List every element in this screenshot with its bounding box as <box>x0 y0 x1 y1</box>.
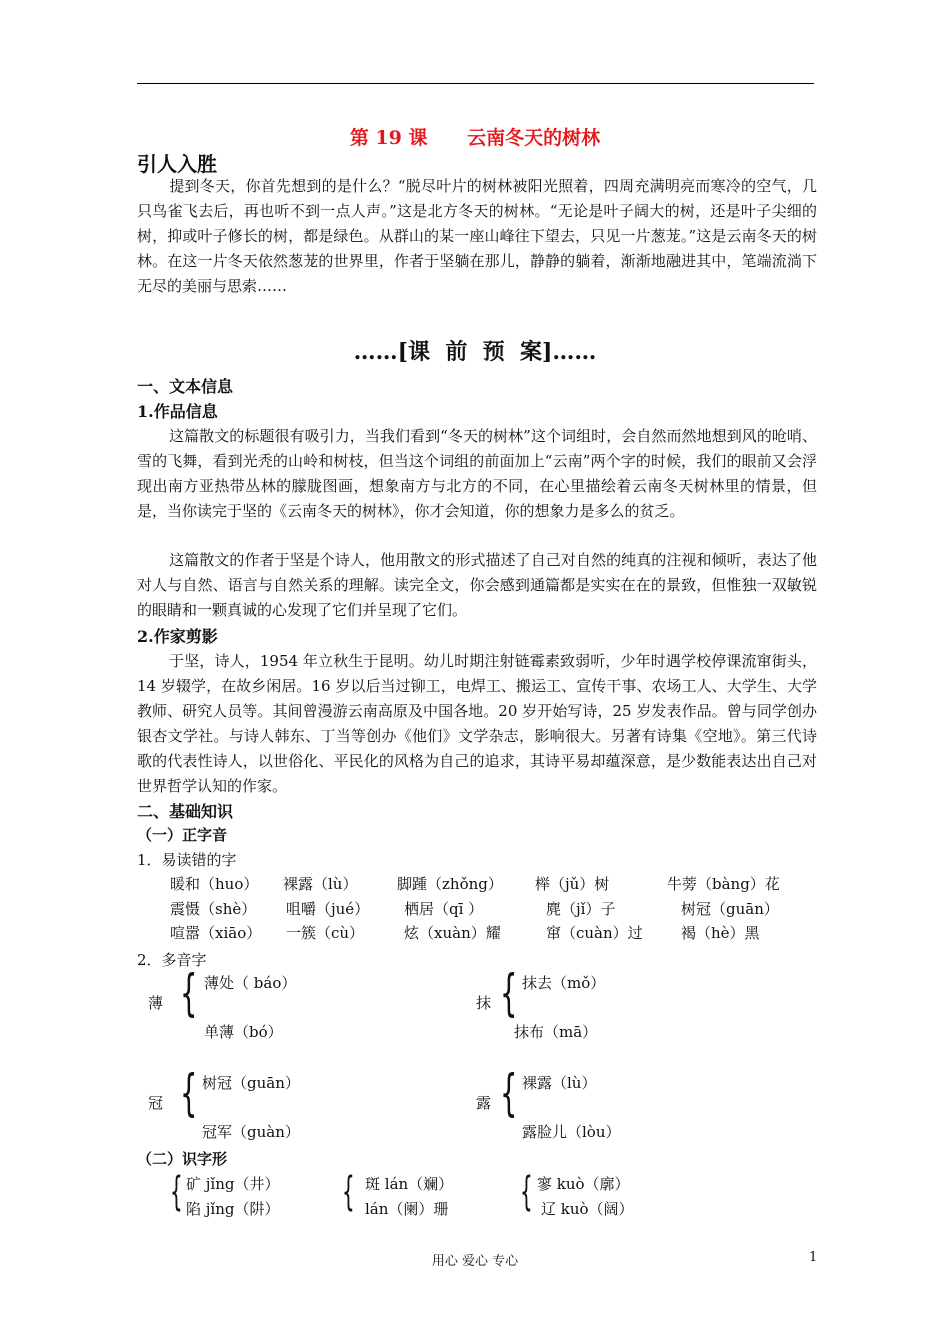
brace-icon: { <box>170 1169 183 1215</box>
polyphone-reading: 冠军（guàn） <box>202 1123 300 1141</box>
polyphone-char: 薄 <box>148 994 164 1012</box>
list-item: 炫（xuàn）耀 <box>404 924 501 942</box>
pronunciation-heading: （一）正字音 <box>137 826 228 844</box>
author-profile-heading: 2.作家剪影 <box>137 627 218 646</box>
intro-heading: 引人入胜 <box>137 152 217 176</box>
polyphone-reading: 裸露（lù） <box>522 1074 597 1092</box>
easy-misread-label: 1．易读错的字 <box>137 851 237 869</box>
list-item: 咀嚼（jué） <box>286 900 370 918</box>
brace-icon: { <box>180 964 198 1022</box>
polyphone-char: 冠 <box>148 1094 164 1112</box>
list-item: 暖和（huo） <box>170 875 259 893</box>
list-item: 牛蒡（bàng）花 <box>667 875 780 893</box>
work-info-heading: 1.作品信息 <box>137 402 218 421</box>
list-item: 裸露（lù） <box>283 875 358 893</box>
polyphone-label: 2．多音字 <box>137 951 207 969</box>
brace-icon: { <box>180 1064 198 1122</box>
polyphone-reading: 树冠（guān） <box>202 1074 300 1092</box>
polyphone-char: 露 <box>476 1094 492 1112</box>
intro-paragraph: 提到冬天，你首先想到的是什么？“脱尽叶片的树林被阳光照着，四周充满明亮而寒冷的空气，几只鸟雀飞去后，再也听不到一点人声。”这是北方冬天的树林。“无论是叶子阔大的树，还是叶子尖细的树，抑或叶子修长的树，都是绿色。从群山的某一座山峰往下望去，只见一片葱茏。”这是云南冬天的树林。在这一片冬天依然葱茏的世界里，作者于坚躺在那儿，静静的躺着，渐渐地融进其中，笔端流淌下无尽的美丽与思索…… <box>137 177 817 295</box>
brace-icon: { <box>342 1169 355 1215</box>
character-form-item: 斑 lán（斓） <box>365 1175 454 1193</box>
lesson-title: 第 19 课 云南冬天的树林 <box>349 127 601 149</box>
character-form-item: 陷 jǐng（阱） <box>186 1200 280 1218</box>
list-item: 麂（jǐ）子 <box>546 900 616 918</box>
list-item: 树冠（guān） <box>681 900 779 918</box>
polyphone-reading: 薄处（ báo） <box>204 974 297 992</box>
work-info-paragraph-1: 这篇散文的标题很有吸引力，当我们看到“冬天的树林”这个词组时，会自然而然地想到风的呛哨、雪的飞舞，看到光秃的山岭和树枝，但当这个词组的前面加上“云南”两个字的时候，我们的眼前又会浮现出南方亚热带丛林的朦胧图画，想象南方与北方的不同，在心里描绘着云南冬天树林里的情景，但是，当你读完于坚的《云南冬天的树林》，你才会知道，你的想象力是多么的贫乏。 <box>137 427 817 520</box>
author-profile-paragraph: 于坚，诗人，1954 年立秋生于昆明。幼儿时期注射链霉素致弱听，少年时遇学校停课流窜街头， 14 岁辍学，在故乡闲居。16 岁以后当过铆工，电焊工、搬运工、宣传干事、农场工人、大学生、大学教师、研究人员等。其间曾漫游云南高原及中国各地。20 岁开始写诗，25 岁发表作品。曾与同学创办银杏文学社。与诗人韩东、丁当等创办《他们》文学杂志，影响很大。另著有诗集《空地》。第三代诗歌的代表性诗人，以世俗化、平民化的风格为自己的追求，其诗平易却蕴深意，是少数能表达出自己对世界哲学认知的作家。 <box>137 652 817 795</box>
work-info-paragraph-2: 这篇散文的作者于坚是个诗人，他用散文的形式描述了自己对自然的纯真的注视和倾听，表达了他对人与自然、语言与自然关系的理解。读完全文，你会感到通篇都是实实在在的景致，但惟独一双敏锐的眼睛和一颗真诚的心发现了它们并呈现了它们。 <box>137 551 817 619</box>
polyphone-reading: 抹布（mā） <box>514 1023 598 1041</box>
list-item: 栖居（qī ） <box>404 900 484 918</box>
polyphone-reading: 抹去（mǒ） <box>522 974 606 992</box>
part1-heading: 一、文本信息 <box>137 377 234 396</box>
brace-icon: { <box>500 1064 518 1122</box>
character-form-item: 矿 jǐng（井） <box>186 1175 280 1193</box>
brace-icon: { <box>520 1169 533 1215</box>
list-item: 窜（cuàn）过 <box>546 924 643 942</box>
list-item: 榉（jǔ）树 <box>535 875 610 893</box>
brace-icon: { <box>500 964 518 1022</box>
character-form-item: lán（阑）珊 <box>365 1200 449 1218</box>
page-footer: 用心 爱心 专心 <box>431 1254 519 1269</box>
list-item: 震慑（shè） <box>170 900 257 918</box>
polyphone-reading: 露脸儿（lòu） <box>522 1123 621 1141</box>
polyphone-char: 抹 <box>476 994 492 1012</box>
polyphone-reading: 单薄（bó） <box>204 1023 283 1041</box>
character-form-item: 寥 kuò（廓） <box>537 1175 630 1193</box>
page-number: 1 <box>809 1250 818 1265</box>
list-item: 脚踵（zhǒng） <box>397 875 503 893</box>
list-item: 一簇（cù） <box>286 924 365 942</box>
character-form-heading: （二）识字形 <box>137 1150 228 1168</box>
character-form-item: 辽 kuò（阔） <box>541 1200 634 1218</box>
header-rule <box>137 83 814 84</box>
list-item: 喧嚣（xiāo） <box>170 924 262 942</box>
section-title: ……[课 前 预 案]…… <box>353 339 597 365</box>
part2-heading: 二、基础知识 <box>137 802 234 821</box>
list-item: 褐（hè）黑 <box>681 924 760 942</box>
